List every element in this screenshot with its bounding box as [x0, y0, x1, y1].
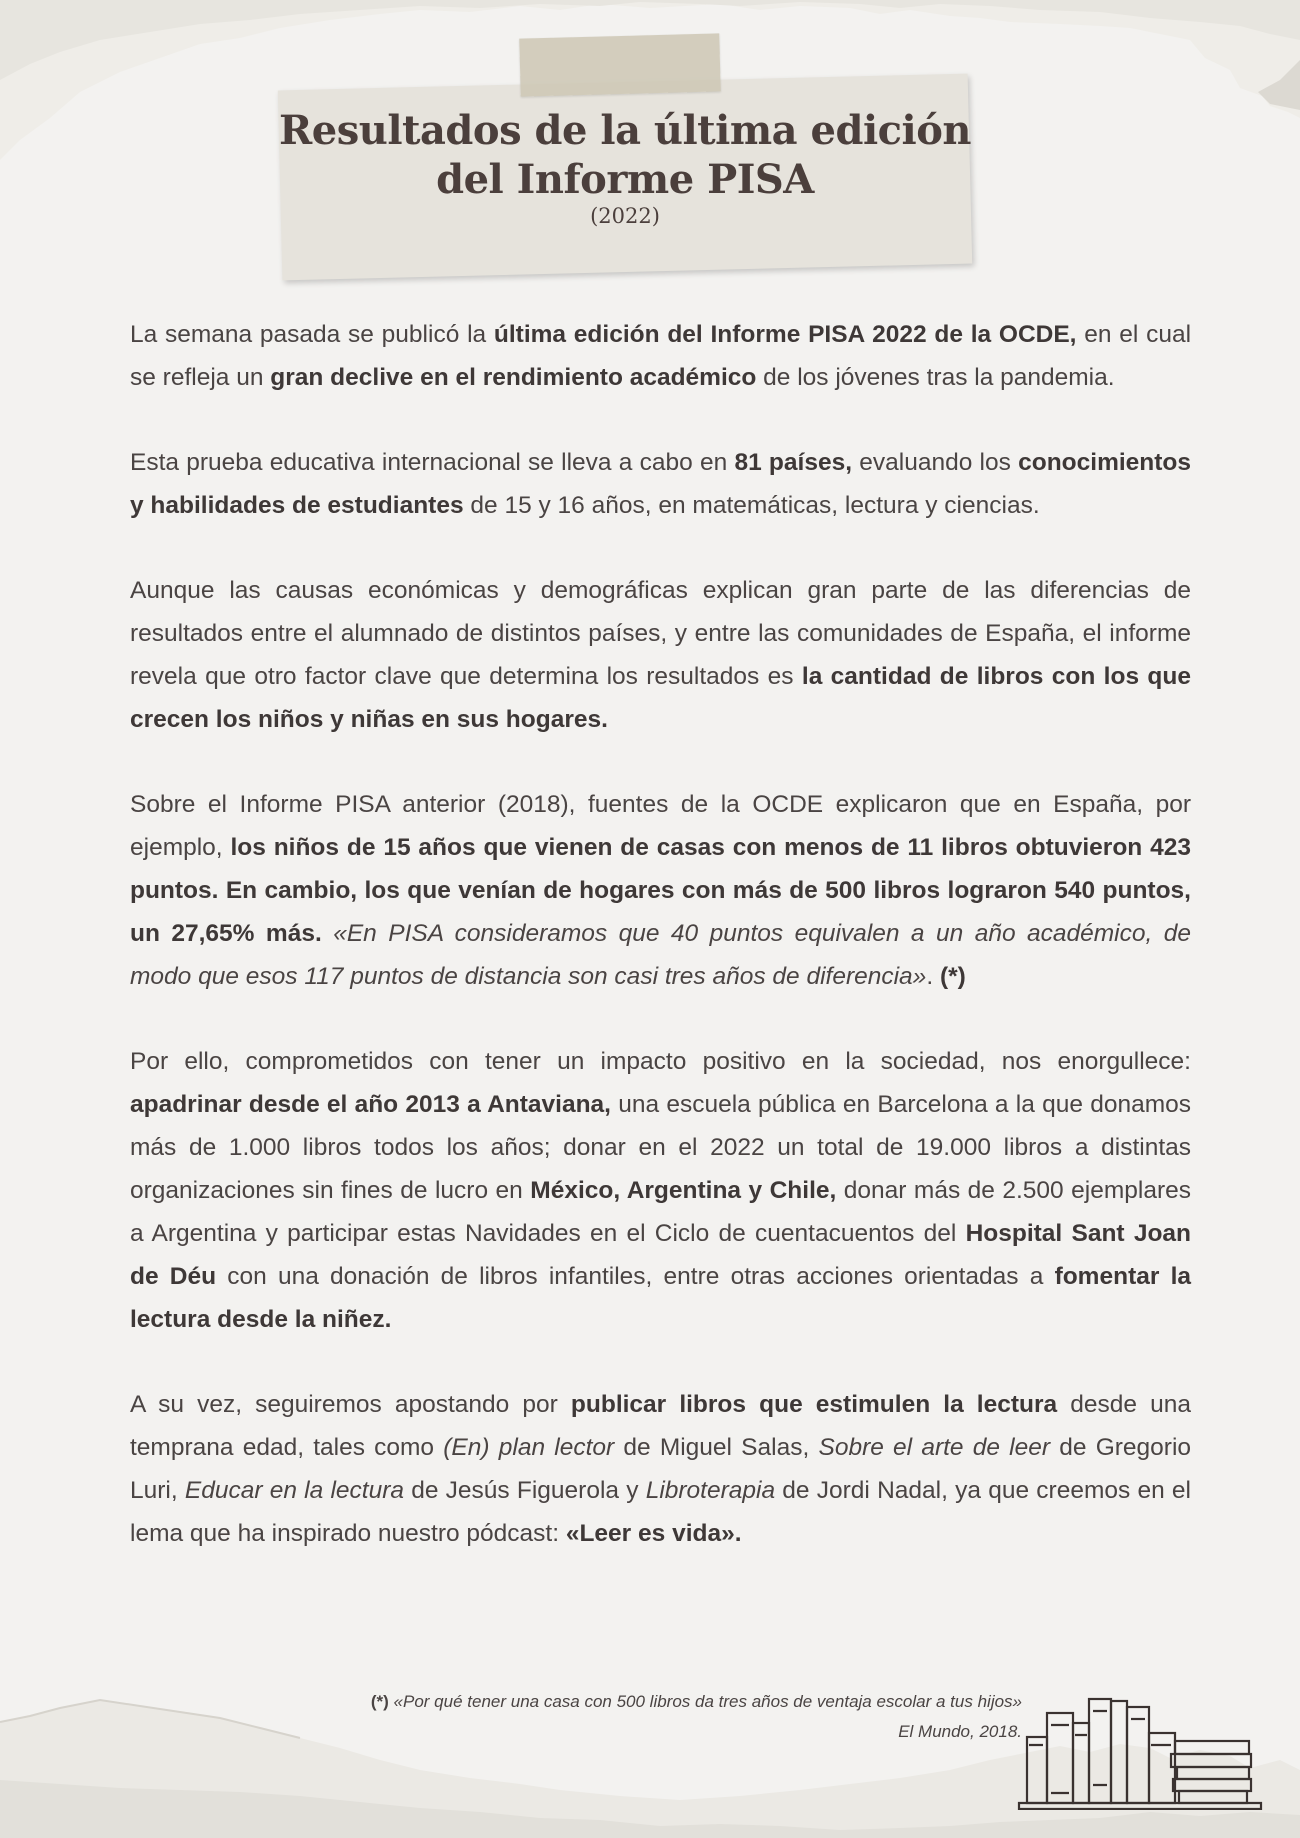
paragraph-3 — [130, 569, 1191, 741]
footnote — [222, 1687, 1022, 1747]
italic-text: Educar en la lectura — [184, 1477, 404, 1504]
text-run: de los jóvenes tras la pandemia. — [756, 364, 1115, 391]
text-run: de Jordi Nadal, ya que creemos en el lema que ha inspirado nuestro pódcast: — [130, 1477, 1191, 1547]
text-run: una escuela pública en Barcelona a la que donamos más de 1.000 libros todos los años; donar en el 2022 un total de 19.000 libros a distintas organizaciones sin fines de lucro en — [130, 1091, 1191, 1204]
text-run: con una donación de libros infantiles, entre otras acciones orientadas a — [216, 1263, 1055, 1290]
title-line-1: Resultados de la última edición — [279, 107, 971, 154]
bold-text: 81 países, — [734, 449, 853, 476]
paragraph-2 — [130, 441, 1191, 527]
title-year: (2022) — [590, 204, 660, 228]
title-line-2: del Informe PISA — [436, 156, 814, 203]
paragraph-6 — [130, 1383, 1191, 1555]
text-run: de Jesús Figuerola y — [404, 1477, 646, 1504]
footnote-marker: (*) — [370, 1692, 389, 1711]
italic-text: Libroterapia — [645, 1477, 776, 1504]
bold-text: conocimientos y habilidades de estudiantes — [130, 449, 1191, 519]
italic-text: «En PISA consideramos que 40 puntos equivalen a un año académico, de modo que esos 117 puntos de distancia son casi tres años de diferencia» — [130, 920, 1192, 990]
text-run: en el cual se refleja un — [130, 321, 1192, 391]
page-title — [270, 106, 980, 204]
text-run: . — [926, 963, 940, 990]
bold-text: la cantidad de libros con los que crecen los niños y niñas en sus hogares. — [130, 663, 1191, 733]
text-run: desde una temprana edad, tales como — [130, 1391, 1191, 1461]
paragraph-5 — [130, 1040, 1191, 1341]
bold-text: (*) — [939, 963, 966, 990]
text-run — [322, 920, 333, 947]
bold-text: fomentar la lectura desde la niñez. — [130, 1263, 1192, 1333]
paragraph-4 — [130, 783, 1191, 998]
text-run: evaluando los — [852, 449, 1019, 476]
italic-text: (En) plan lector — [443, 1434, 615, 1461]
bold-text: apadrinar desde el año 2013 a Antaviana, — [130, 1091, 611, 1118]
bold-text: México, Argentina y Chile, — [530, 1177, 837, 1204]
text-run: La semana pasada se publicó la — [130, 321, 494, 348]
bold-text: Hospital Sant Joan de Déu — [130, 1220, 1191, 1290]
footnote-source: El Mundo, 2018. — [898, 1722, 1022, 1741]
text-run: Sobre el Informe PISA anterior (2018), fuentes de la OCDE explicaron que en España, por ejemplo, — [130, 791, 1191, 861]
text-run: de Miguel Salas, — [614, 1434, 819, 1461]
bold-text: «Leer es vida». — [565, 1520, 742, 1547]
books-illustration-icon — [1015, 1685, 1265, 1810]
text-run: A su vez, seguiremos apostando por — [130, 1391, 571, 1418]
text-run: Por ello, comprometidos con tener un impacto positivo en la sociedad, nos enorgullece: — [130, 1048, 1191, 1075]
bold-text: última edición del Informe PISA 2022 de la OCDE, — [493, 321, 1077, 348]
text-run: Esta prueba educativa internacional se lleva a cabo en — [130, 449, 735, 476]
text-run: de 15 y 16 años, en matemáticas, lectura y ciencias. — [463, 492, 1040, 519]
footnote-citation — [222, 1687, 1022, 1717]
bold-text: gran declive en el rendimiento académico — [270, 364, 757, 391]
text-run: Aunque las causas económicas y demográficas explican gran parte de las diferencias de resultados entre el alumnado de distintos países, y entre las comunidades de España, el informe revela que otro factor clave que determina los resultados es — [130, 577, 1191, 690]
text-run: de Gregorio Luri, — [130, 1434, 1192, 1504]
italic-text: Sobre el arte de leer — [818, 1434, 1051, 1461]
tape-strip — [519, 33, 720, 96]
footnote-quote: «Por qué tener una casa con 500 libros da tres años de ventaja escolar a tus hijos» — [393, 1692, 1022, 1711]
bold-text: publicar libros que estimulen la lectura — [570, 1391, 1058, 1418]
article-body — [130, 313, 1191, 1597]
text-run: donar más de 2.500 ejemplares a Argentina y participar estas Navidades en el Ciclo de cuentacuentos del — [130, 1177, 1191, 1247]
bold-text: los niños de 15 años que vienen de casas con menos de 11 libros obtuvieron 423 puntos. En cambio, los que venían de hogares con más de 500 libros lograron 540 puntos, un 27,65% más. — [130, 834, 1191, 947]
paragraph-1 — [130, 313, 1191, 399]
